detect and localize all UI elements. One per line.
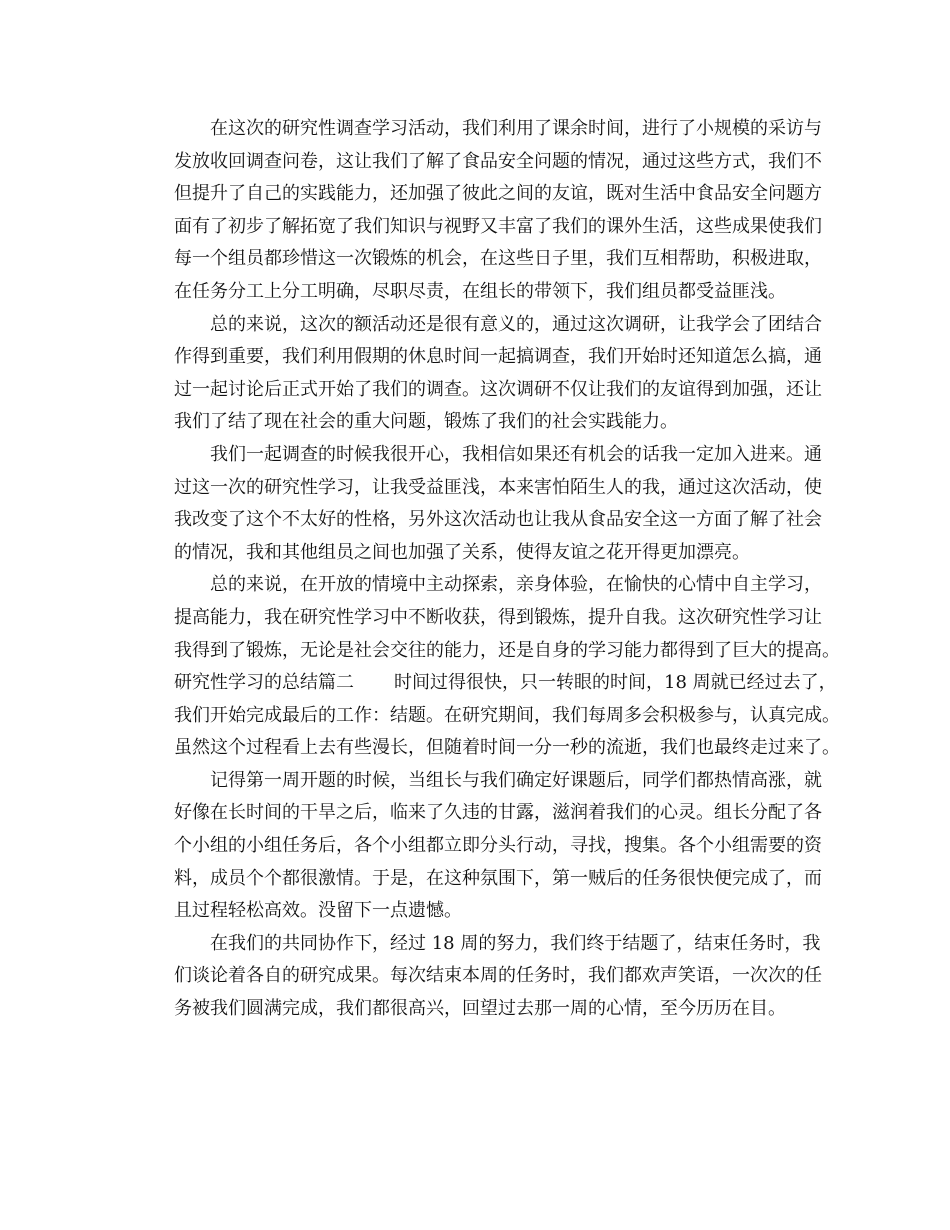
text-line: 但提升了自己的实践能力，还加强了彼此之间的友谊，既对生活中食品安全问题方	[174, 183, 822, 205]
text-line: 虽然这个过程看上去有些漫长，但随着时间一分一秒的流逝，我们也最终走过来了。	[174, 737, 840, 759]
text-line: 个小组的小组任务后，各个小组都立即分头行动，寻找，搜集。各个小组需要的资	[174, 835, 822, 857]
text-line: 们谈论着各自的研究成果。每次结束本周的任务时，我们都欢声笑语，一次次的任	[174, 965, 822, 987]
document-body	[138, 113, 840, 1026]
text-line: 在我们的共同协作下，经过 18 周的努力，我们终于结题了，结束任务时，我	[210, 932, 821, 954]
text-line: 且过程轻松高效。没留下一点遗憾。	[174, 900, 462, 922]
text-line: 在这次的研究性调查学习活动，我们利用了课余时间，进行了小规模的采访与	[210, 118, 822, 139]
text-line: 在任务分工上分工明确，尽职尽责，在组长的带领下，我们组员都受益匪浅。	[174, 280, 786, 302]
paragraph-5	[138, 667, 840, 765]
paragraph-1	[138, 113, 822, 309]
section-heading: 研究性学习的总结篇二	[174, 672, 354, 694]
paragraph-2	[138, 309, 822, 439]
text-line: 面有了初步了解拓宽了我们知识与视野又丰富了我们的课外生活，这些成果使我们	[174, 215, 822, 237]
heading-line	[138, 667, 837, 700]
text-line: 我们开始完成最后的工作：结题。在研究期间，我们每周多会积极参与，认真完成。	[174, 704, 840, 726]
paragraph-3	[138, 439, 822, 569]
text-line: 好像在长时间的干旱之后，临来了久违的甘露，滋润着我们的心灵。组长分配了各	[174, 802, 822, 824]
paragraph-4	[138, 569, 840, 667]
paragraph-7	[138, 928, 822, 1026]
text-line: 提高能力，我在研究性学习中不断收获，得到锻炼，提升自我。这次研究性学习让	[174, 606, 822, 628]
text-line: 过这一次的研究性学习，让我受益匪浅，本来害怕陌生人的我，通过这次活动，使	[174, 476, 822, 498]
text-line: 我得到了锻炼，无论是社会交往的能力，还是自身的学习能力都得到了巨大的提高。	[174, 639, 840, 661]
text-line: 时间过得很快，只一转眼的时间，18 周就已经过去了，	[394, 672, 837, 694]
text-line: 总的来说，这次的额活动还是很有意义的，通过这次调研，让我学会了团结合	[210, 313, 822, 335]
text-line: 记得第一周开题的时候，当组长与我们确定好课题后，同学们都热情高涨，就	[210, 769, 822, 791]
text-line: 务被我们圆满完成，我们都很高兴，回望过去那一周的心情，至今历历在目。	[174, 998, 786, 1020]
text-line: 过一起讨论后正式开始了我们的调查。这次调研不仅让我们的友谊得到加强，还让	[174, 378, 822, 400]
text-line: 作得到重要，我们利用假期的休息时间一起搞调查，我们开始时还知道怎么搞，通	[174, 346, 822, 368]
text-line: 我改变了这个不太好的性格，另外这次活动也让我从食品安全这一方面了解了社会	[174, 509, 822, 531]
text-line: 我们了结了现在社会的重大问题，锻炼了我们的社会实践能力。	[174, 411, 678, 433]
text-line: 发放收回调查问卷，这让我们了解了食品安全问题的情况，通过这些方式，我们不	[174, 150, 822, 172]
text-line: 的情况，我和其他组员之间也加强了关系，使得友谊之花开得更加漂亮。	[174, 541, 750, 563]
text-line: 每一个组员都珍惜这一次锻炼的机会，在这些日子里，我们互相帮助，积极进取，	[174, 248, 822, 270]
text-line: 料，成员个个都很激情。于是，在这种氛围下，第一贼后的任务很快便完成了，而	[174, 867, 822, 889]
text-line: 我们一起调查的时候我很开心，我相信如果还有机会的话我一定加入进来。通	[210, 443, 822, 465]
text-line: 总的来说，在开放的情境中主动探索，亲身体验，在愉快的心情中自主学习，	[210, 574, 822, 596]
paragraph-6	[138, 765, 822, 928]
